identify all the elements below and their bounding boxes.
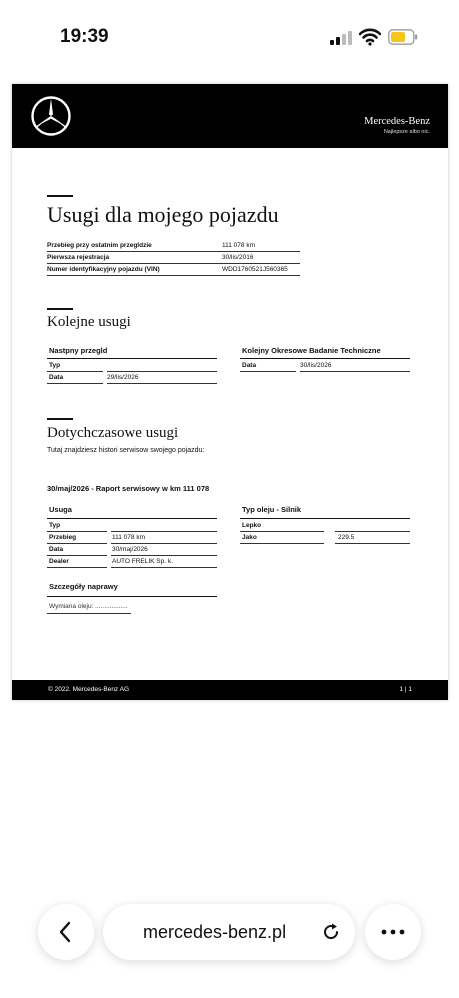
back-button[interactable]: [38, 904, 94, 960]
vehicle-row-value: WDD1760521J560365: [222, 266, 288, 273]
row-divider: [111, 543, 217, 544]
battery-icon: [388, 29, 418, 45]
row-divider: [47, 613, 131, 614]
section-marker: [47, 195, 73, 197]
service-row-value: 111 078 km: [112, 534, 146, 541]
box-divider: [47, 358, 217, 359]
report-heading: 30/maj/2026 - Raport serwisowy w km 111 078: [47, 484, 210, 493]
chevron-left-icon: [56, 920, 76, 944]
brand-tagline: Najlepsze albo nic.: [383, 129, 430, 135]
vehicle-row-label: Numer identyfikacyjny pojazdu (VIN): [47, 266, 160, 273]
status-bar: [0, 0, 459, 70]
row-divider: [47, 251, 300, 252]
next-inspection-date-label: Data: [49, 374, 64, 381]
next-tech-date-value: 30/lis/2026: [300, 362, 332, 369]
section-marker: [47, 418, 73, 420]
page-title: Usugi dla mojego pojazdu: [47, 202, 279, 227]
row-divider: [47, 371, 103, 372]
service-row-label: Typ: [49, 522, 61, 529]
url-text: mercedes-benz.pl: [143, 922, 287, 942]
row-divider: [240, 371, 296, 372]
next-inspection-heading: Nastpny przegld: [49, 346, 108, 355]
brand-name: Mercedes-Benz: [364, 116, 430, 127]
oil-row-label: Jako: [242, 534, 257, 541]
service-row-label: Przebieg: [49, 534, 77, 541]
row-divider: [335, 531, 410, 532]
service-row-value: 30/maj/2026: [112, 546, 148, 553]
box-divider: [240, 518, 410, 519]
row-divider: [107, 371, 217, 372]
row-divider: [111, 555, 217, 556]
service-row-label: Data: [49, 546, 64, 553]
footer-copyright: © 2022. Mercedes-Benz AG: [48, 686, 130, 693]
oil-heading: Typ oleju - Silnik: [242, 505, 302, 514]
row-divider: [111, 531, 217, 532]
mercedes-star-logo-icon: [30, 95, 72, 137]
service-document: [12, 84, 448, 700]
row-divider: [47, 383, 103, 384]
row-divider: [335, 543, 410, 544]
history-intro: Tutaj znajdziesz histori serwisow swojego pojazdu:: [47, 447, 205, 454]
row-divider: [300, 371, 410, 372]
document-header: [12, 84, 448, 148]
repairs-heading: Szczegóły naprawy: [49, 582, 118, 591]
row-divider: [107, 383, 217, 384]
more-button[interactable]: [365, 904, 421, 960]
more-icon: [380, 928, 406, 936]
next-inspection-type-label: Typ: [49, 362, 61, 369]
row-divider: [47, 531, 107, 532]
service-row-label: Dealer: [49, 558, 69, 565]
row-divider: [47, 543, 107, 544]
vehicle-row-value: 30/lis/2016: [222, 254, 254, 261]
row-divider: [111, 567, 217, 568]
row-divider: [47, 275, 300, 276]
row-divider: [47, 263, 300, 264]
row-divider: [47, 555, 107, 556]
service-heading: Usuga: [49, 505, 72, 514]
next-services-title: Kolejne usugi: [47, 314, 131, 330]
box-divider: [47, 596, 217, 597]
service-row-value: AUTO FRELIK Sp. k.: [112, 558, 173, 565]
box-divider: [240, 358, 410, 359]
section-marker: [47, 308, 73, 310]
repairs-text: Wymiana oleju: ..................: [49, 603, 128, 610]
document-footer: [12, 680, 448, 700]
row-divider: [240, 543, 324, 544]
vehicle-row-value: 111 078 km: [222, 242, 256, 249]
oil-row-label: Lepko: [242, 522, 262, 529]
next-inspection-date-value: 29/lis/2026: [107, 374, 139, 381]
status-time: 19:39: [60, 26, 109, 47]
footer-page-number: 1 | 1: [399, 686, 412, 693]
box-divider: [47, 518, 217, 519]
oil-row-value: 229.5: [338, 534, 355, 541]
history-title: Dotychczasowe usugi: [47, 425, 179, 441]
next-tech-heading: Kolejny Okresowe Badanie Techniczne: [242, 346, 381, 355]
vehicle-row-label: Pierwsza rejestracja: [47, 254, 110, 261]
row-divider: [240, 531, 324, 532]
address-bar[interactable]: [103, 904, 355, 960]
vehicle-row-label: Przebieg przy ostatnim przegldzie: [47, 242, 152, 249]
reload-icon[interactable]: [321, 922, 341, 942]
row-divider: [47, 567, 107, 568]
next-tech-date-label: Data: [242, 362, 257, 369]
wifi-icon: [359, 28, 381, 46]
cellular-signal-icon: [330, 31, 352, 45]
